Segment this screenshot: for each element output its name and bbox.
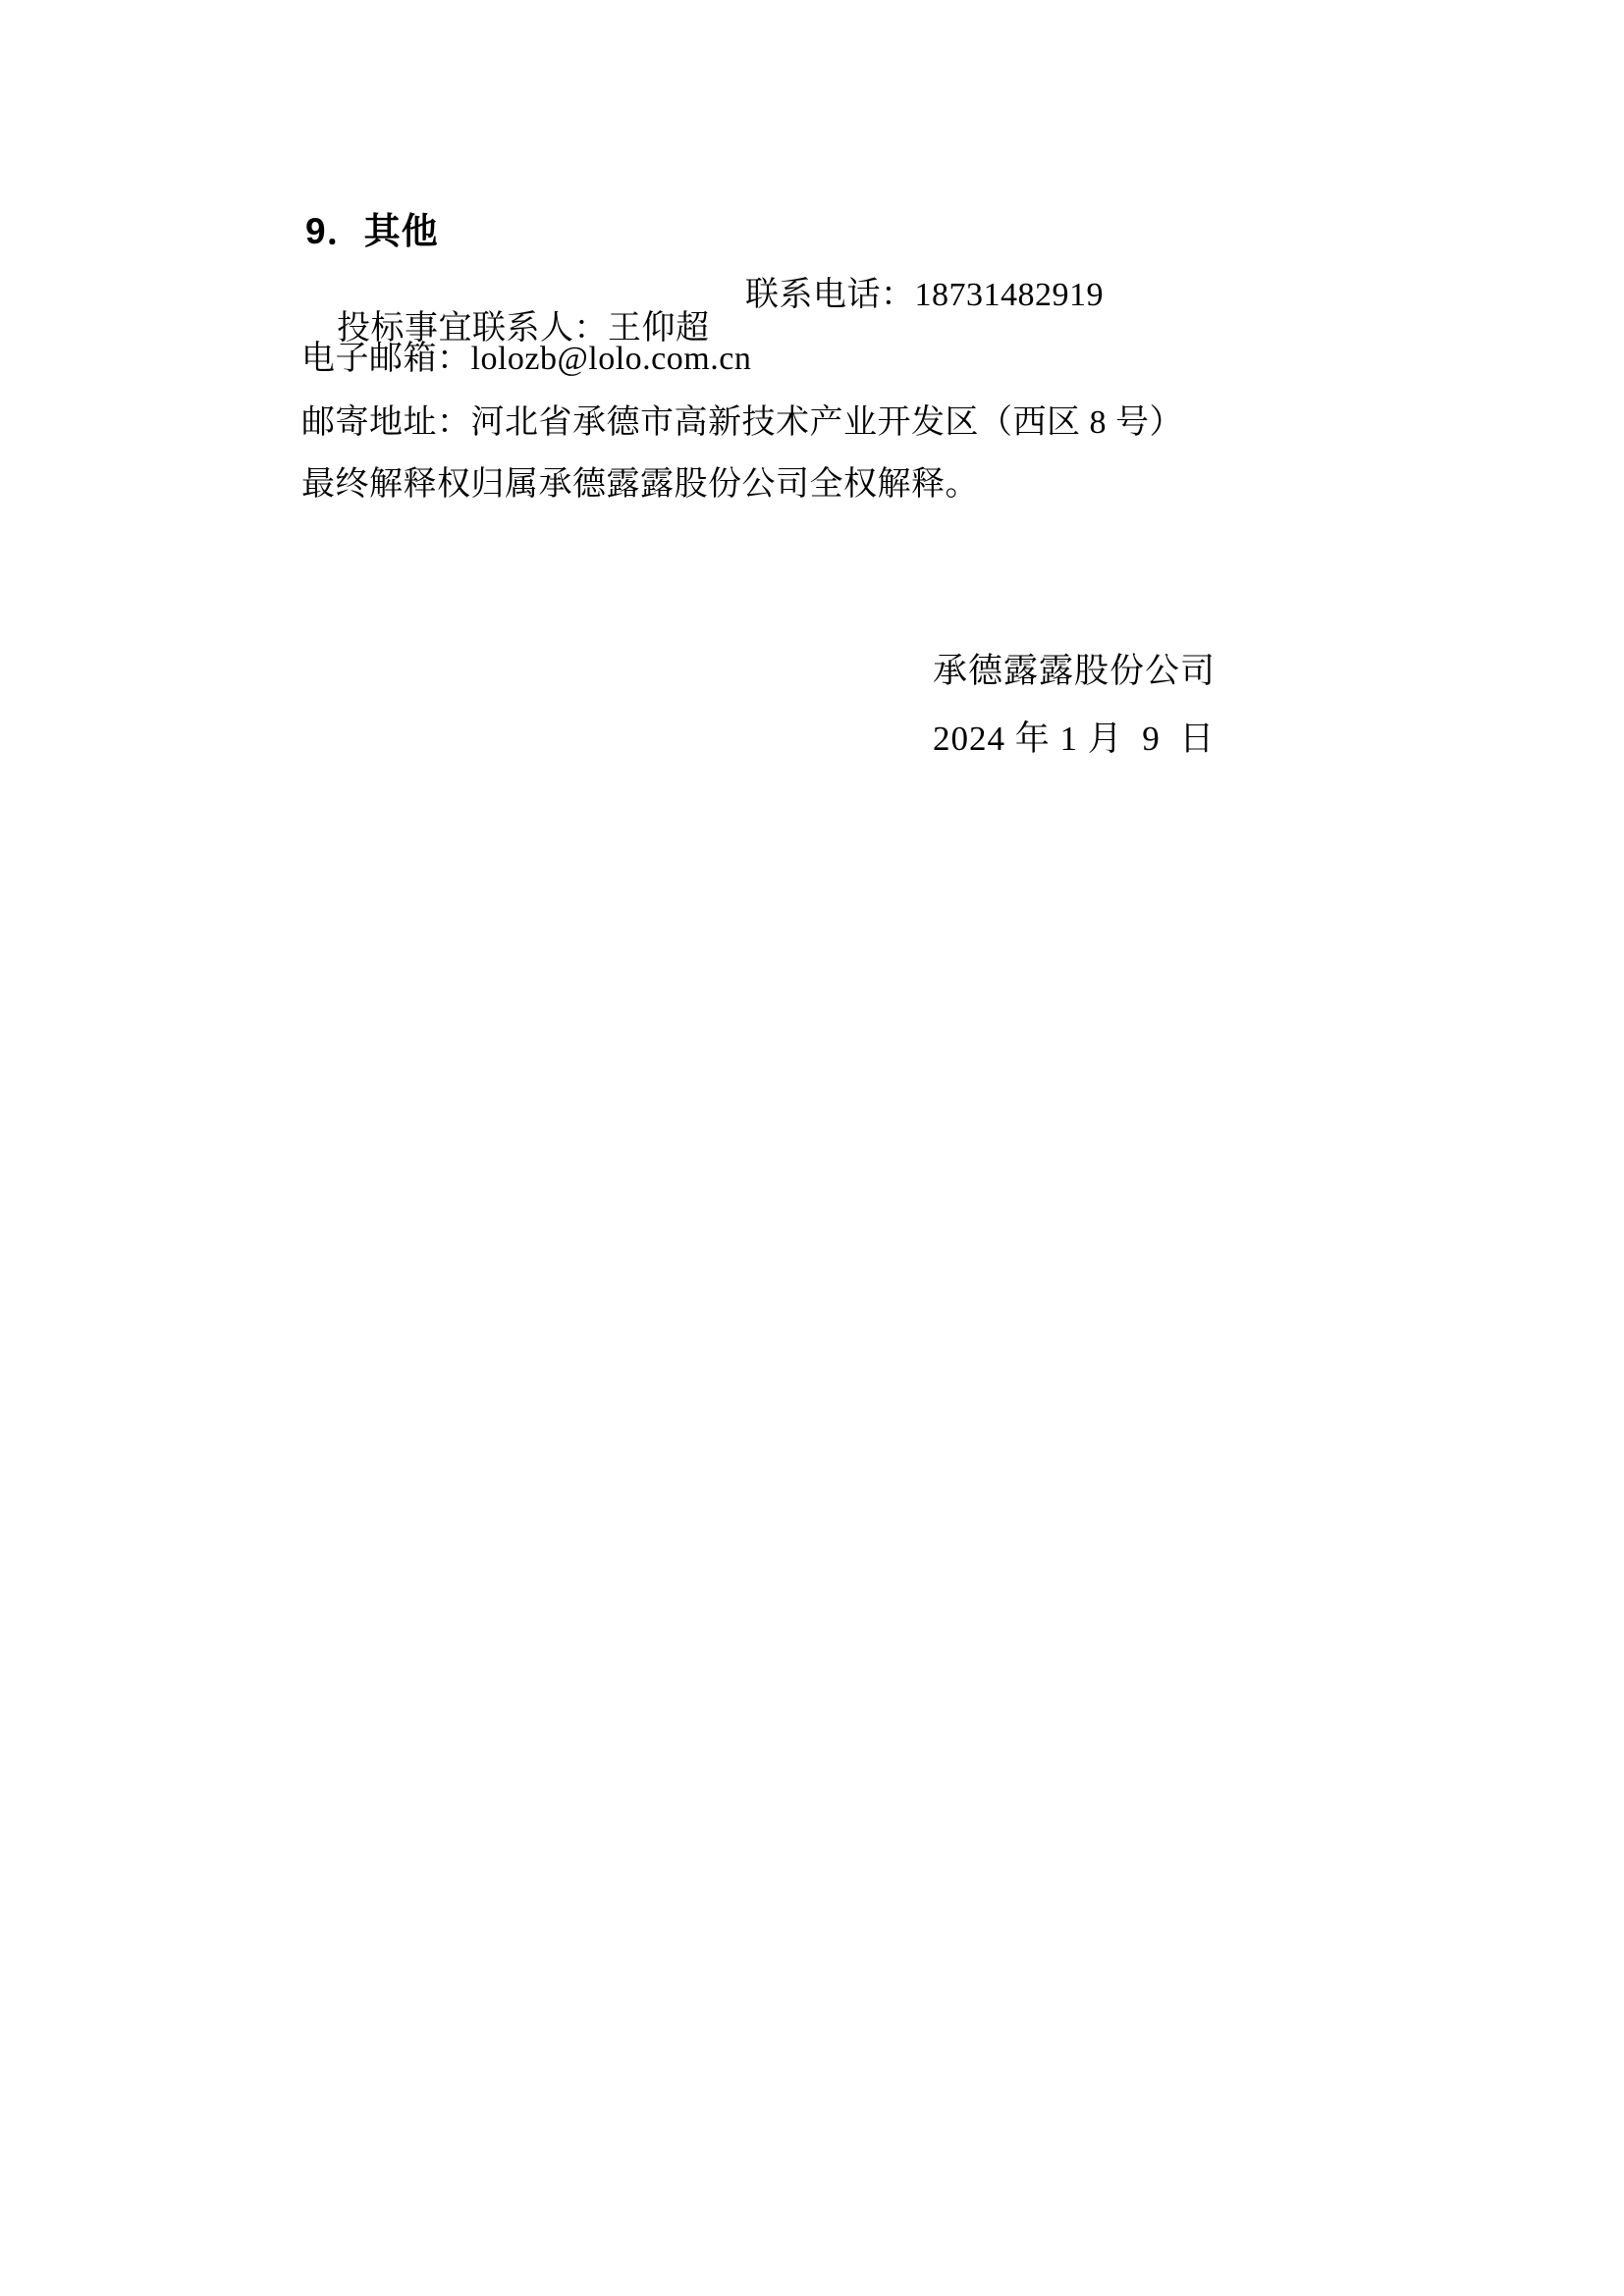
section-heading: 9．其他 — [305, 211, 439, 251]
contact-phone-text: 联系电话：18731482919 — [745, 277, 1104, 313]
email-text: 电子邮箱：lolozb@lolo.com.cn — [301, 341, 752, 377]
signature-company: 承德露露股份公司 — [933, 652, 1217, 690]
rights-statement: 最终解释权归属承德露露股份公司全权解释。 — [301, 466, 979, 503]
signature-date: 2024 年 1 月 9 日 — [933, 720, 1216, 758]
address-text: 邮寄地址：河北省承德市高新技术产业开发区（西区 8 号） — [301, 404, 1183, 441]
contact-person-text: 投标事宜联系人：王仰超 — [337, 310, 710, 347]
